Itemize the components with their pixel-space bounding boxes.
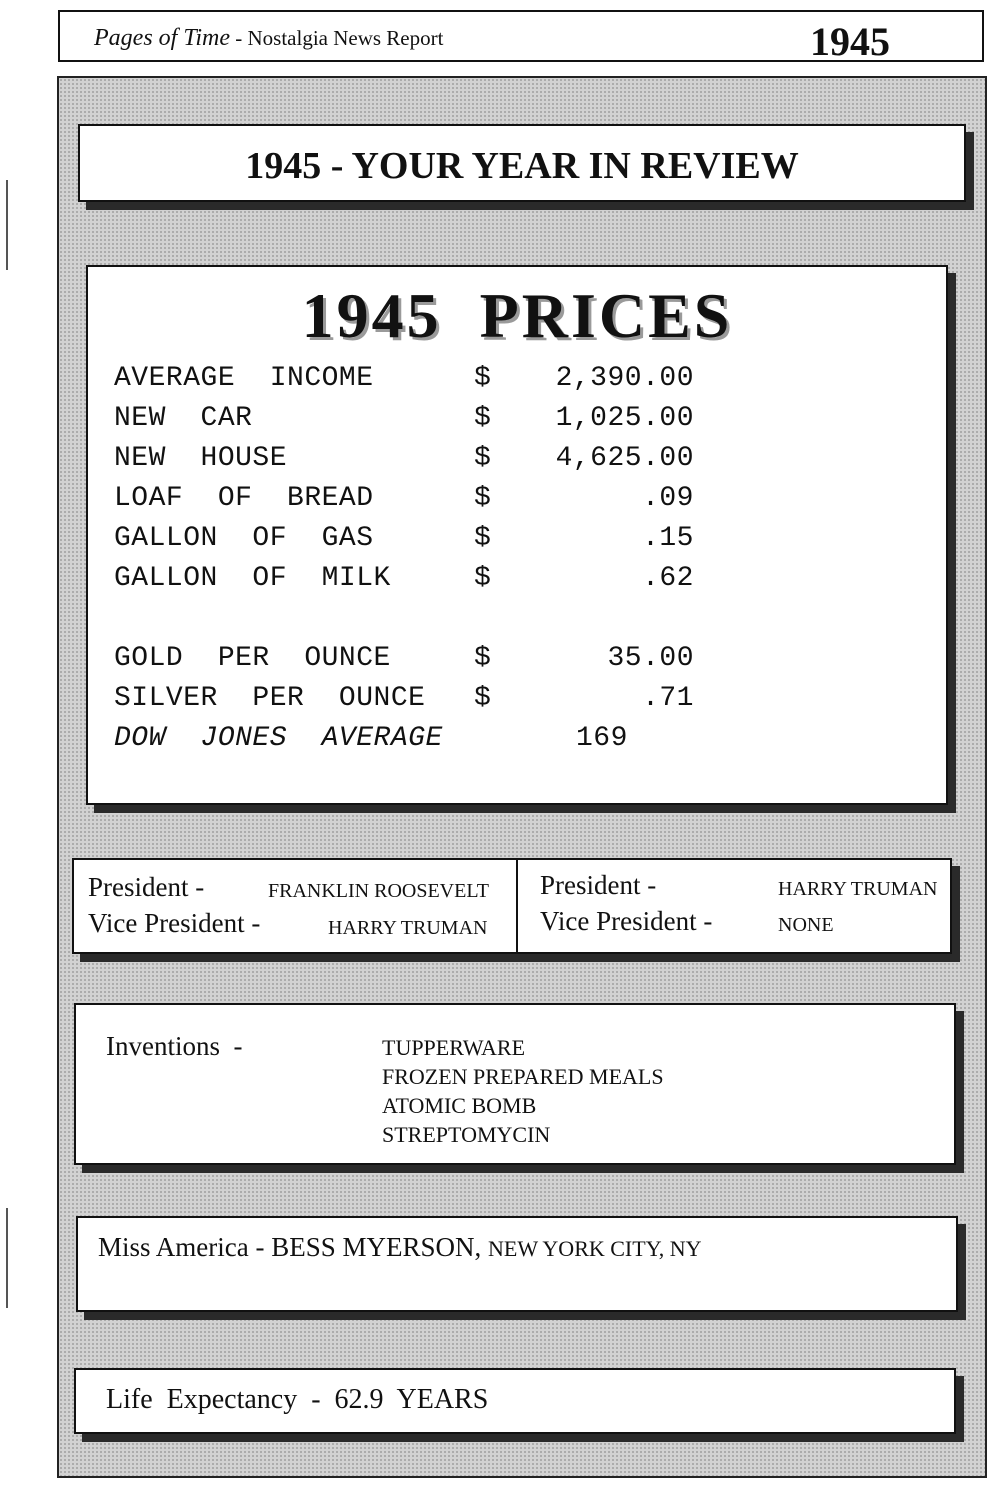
title-box — [78, 124, 966, 202]
report-header — [58, 10, 984, 62]
price-label: NEW HOUSE — [114, 443, 288, 474]
vice-president-name: HARRY TRUMAN — [328, 917, 488, 939]
miss-america-box — [76, 1216, 958, 1312]
price-label: GALLON OF MILK — [114, 563, 391, 594]
prices-box — [86, 265, 948, 805]
miss-america-line — [98, 1232, 702, 1263]
price-row — [114, 683, 734, 723]
dollar-sign: $ — [474, 563, 492, 594]
brand-subtitle: - Nostalgia News Report — [235, 26, 444, 50]
price-label: SILVER PER OUNCE — [114, 683, 426, 714]
header-year: 1945 — [810, 19, 890, 64]
president-label: President - — [540, 870, 657, 900]
inventions-box — [74, 1003, 956, 1165]
vice-president-label: Vice President - — [88, 908, 261, 938]
page-title: 1945 - YOUR YEAR IN REVIEW — [245, 145, 799, 187]
price-row — [114, 563, 734, 603]
price-row — [114, 523, 734, 563]
dollar-sign: $ — [474, 443, 492, 474]
price-value: .71 — [642, 683, 694, 714]
price-row — [114, 483, 734, 523]
list-item: FROZEN PREPARED MEALS — [382, 1064, 664, 1089]
dow-jones-value: 169 — [576, 723, 628, 754]
price-label: LOAF OF BREAD — [114, 483, 374, 514]
dow-jones-row — [114, 723, 734, 763]
dollar-sign: $ — [474, 523, 492, 554]
price-value: .09 — [642, 483, 694, 514]
life-expectancy-box — [74, 1368, 956, 1434]
price-label: GOLD PER OUNCE — [114, 643, 391, 674]
price-value: 2,390.00 — [555, 363, 694, 394]
price-value: .15 — [642, 523, 694, 554]
binding-mark-lower — [6, 1208, 12, 1308]
dollar-sign: $ — [474, 683, 492, 714]
list-item: ATOMIC BOMB — [382, 1093, 537, 1118]
price-label: NEW CAR — [114, 403, 253, 434]
miss-america-place: NEW YORK CITY, NY — [488, 1236, 702, 1261]
binding-mark-upper — [6, 180, 12, 270]
inventions-list — [382, 1035, 664, 1151]
president-name: HARRY TRUMAN — [778, 878, 938, 900]
list-item: TUPPERWARE — [382, 1035, 526, 1060]
price-label: AVERAGE INCOME — [114, 363, 374, 394]
leaders-roosevelt-term — [74, 860, 518, 952]
vice-president-name: NONE — [778, 914, 834, 936]
leaders-box — [72, 858, 952, 954]
president-label: President - — [88, 872, 205, 902]
inventions-label: Inventions - — [106, 1031, 243, 1061]
price-label: GALLON OF GAS — [114, 523, 374, 554]
dollar-sign: $ — [474, 643, 492, 674]
price-value: 4,625.00 — [555, 443, 694, 474]
list-item: STREPTOMYCIN — [382, 1122, 551, 1147]
dollar-sign: $ — [474, 403, 492, 434]
price-value: 1,025.00 — [555, 403, 694, 434]
prices-title: 1945 PRICES — [301, 280, 733, 351]
brand-logo: Pages of Time — [94, 25, 230, 51]
miss-america-label: Miss America - — [98, 1232, 265, 1262]
price-value: .62 — [642, 563, 694, 594]
price-row — [114, 643, 734, 683]
president-name: FRANKLIN ROOSEVELT — [268, 880, 489, 902]
life-expectancy-text: Life Expectancy - 62.9 YEARS — [106, 1384, 489, 1415]
price-value: 35.00 — [607, 643, 694, 674]
price-row — [114, 403, 734, 443]
dollar-sign: $ — [474, 483, 492, 514]
row-spacer — [114, 603, 734, 643]
price-row — [114, 363, 734, 403]
price-row — [114, 443, 734, 483]
price-table — [114, 363, 734, 763]
vice-president-label: Vice President - — [540, 906, 713, 936]
leaders-truman-term — [518, 860, 950, 952]
miss-america-name: BESS MYERSON, — [271, 1232, 482, 1262]
dollar-sign: $ — [474, 363, 492, 394]
brand — [94, 25, 443, 52]
dow-jones-label: DOW JONES AVERAGE — [114, 723, 443, 754]
